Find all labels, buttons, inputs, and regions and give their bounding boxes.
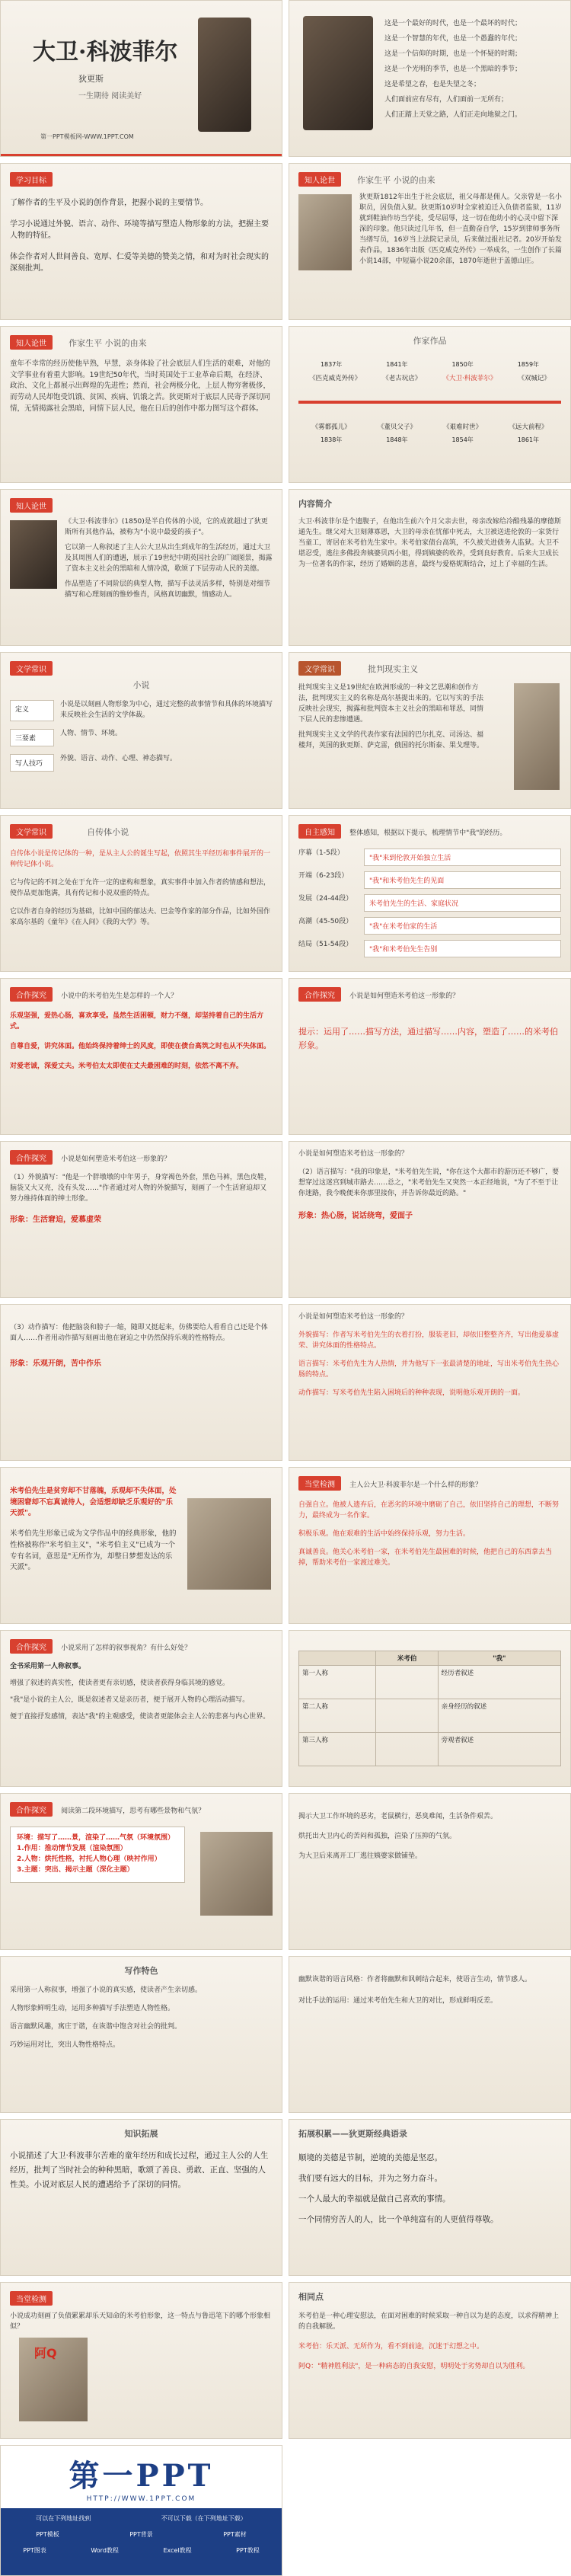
section-heading: 拓展积累——狄更斯经典语录	[298, 2129, 407, 2139]
environment-line: 1.作用：推动情节发展（渲染氛围）	[17, 1844, 127, 1852]
section-heading: 作家作品	[413, 336, 447, 346]
character-trait: 形象：乐观开朗，苦中作乐	[10, 1359, 101, 1368]
section-tag: 合作探究	[10, 1639, 53, 1654]
plot-event: "我"和米考伯先生的见面	[364, 871, 561, 889]
character-trait: 形象：热心肠，说话绕弯，爱面子	[298, 1211, 413, 1220]
quote-line: 这是一个信仰的时期，也是一个怀疑的时期；	[384, 50, 522, 58]
accent-bar	[1, 154, 282, 156]
answer-item: 对爱老诚，深爱丈夫。米考伯太太即使在丈夫最困难的时刻，依然不离不弃。	[10, 1062, 244, 1070]
section-tag: 自主感知	[298, 824, 341, 839]
plot-event: 米考伯先生的生活、家庭状况	[364, 894, 561, 912]
slide-shaping-hint[interactable]	[289, 978, 571, 1135]
table-cell: 旁观者叙述	[438, 1733, 560, 1766]
footer-text: 第一PPT模板网-WWW.1PPT.COM	[40, 133, 134, 140]
realism-text: 批判现实主义文学的代表作家有法国的巴尔扎克、司汤达、福楼拜，英国的狄更斯、萨克雷，俄国的托尔斯泰、果戈理等。	[298, 730, 484, 749]
environment-box	[10, 1827, 185, 1883]
answer-item: 米考伯：乐天派、无所作为，看不到前途，沉迷于幻想之中。	[298, 2342, 484, 2351]
section-tag: 合作探究	[10, 1150, 53, 1165]
term-value: 小说是以刻画人物形象为中心，通过完整的故事情节和具体的环境描写来反映社会生活的文学体裁。	[60, 701, 273, 719]
author-bio: 狄更斯1812年出生于社会底层，祖父母都是佣人。父亲曾是一名小职员，因负债入狱。狄更斯10岁时全家被迫迁入负债者监狱，11岁就到鞋油作坊当学徒，受尽屈辱，这一切在他幼小的心灵中留下深深的印象。他只读过几年书，但一直勤奋自学，15岁到律师事务所当缮写员，16岁当上法院记录员，后来做过报社记者。20岁开始发表作品，1836年出版《匹克威克外传》一举成名，一生创作了长篇小说14部，中短篇小说20余部，1870年逝世于盖德山庄。	[359, 193, 562, 265]
timeline-year: 1854年	[451, 436, 474, 443]
objective-item: 体会作者对人世间善良、宽厚、仁爱等美德的赞美之情，和对为时社会现实的深刻批判。	[10, 252, 269, 273]
feature-item: 幽默诙谐的语言风格：作者将幽默和讽刺结合起来，使语言生动，情节感人。	[298, 1976, 532, 1983]
quote-line: 我们要有远大的目标，并为之努力奋斗。	[298, 2174, 442, 2183]
work-title: 《大卫·科波菲尔》	[442, 375, 497, 382]
section-tag: 当堂检测	[298, 1476, 341, 1491]
section-heading: 内容简介	[298, 499, 332, 509]
answer-item: 真诚善良。他关心米考伯一家，在米考伯先生最困难的时候，他把自己的东西拿去当掉，帮助米考伯一家渡过难关。	[298, 1548, 553, 1567]
slide-ad[interactable]	[0, 2445, 282, 2576]
section-heading: 批判现实主义	[368, 664, 419, 674]
summary-text: 大卫·科波菲尔是个遗腹子，在他出生前六个月父亲去世，母亲改嫁给冷酷残暴的摩德斯通先生。继父对大卫刻薄寡恩，大卫的母亲在忧郁中死去，大卫被送进伦敦的一家货行当童工，寄居在米考伯先生家中。米考伯家债台高筑，不久被关进债务人监狱。大卫不堪忍受，逃往多佛投奔姨婆贝西小姐，得到姨婆的收养，受到良好教育。后来大卫成长为一位著名的作家，经历了婚姻的悲喜，最终与爱格妮斯结合，过上了幸福的生活。	[298, 518, 561, 568]
feature-item: 人物形象鲜明生动，运用多种描写手法塑造人物性格。	[10, 2004, 175, 2012]
answer-item: 为大卫后来离开工厂逃往姨婆家做铺垫。	[298, 1852, 423, 1860]
slide-novel-intro[interactable]	[0, 489, 282, 646]
slide-title[interactable]	[0, 0, 282, 157]
term-label: 三要素	[10, 729, 54, 746]
ad-link[interactable]: PPT教程	[236, 2547, 260, 2554]
question-text: 小说中的米考伯先生是怎样的一个人？	[61, 992, 178, 1000]
answer-item: 增强了叙述的真实性，使读者更有亲切感，使读者获得身临其境的感觉。	[10, 1679, 230, 1687]
slide-objectives[interactable]	[0, 163, 282, 320]
table-cell	[376, 1733, 438, 1766]
question-text: 阅读第二段环境描写，思考有哪些景物和气氛？	[61, 1807, 206, 1815]
work-title: 《老古玩店》	[382, 375, 422, 382]
section-tag: 学习目标	[10, 172, 53, 187]
intro-line: 它以第一人称叙述了主人公大卫从出生到成年的生活经历，通过大卫及其周围人们的遭遇，展示了19世纪中期英国社会的广阔图景，揭露了资本主义社会的黑暗和人情冷漠，歌颂了下层劳动人民的美德。	[65, 543, 273, 573]
section-heading: 相同点	[298, 2292, 324, 2302]
quote-line: 这是一个智慧的年代，也是一个愚蠢的年代；	[384, 34, 522, 43]
slide-works-timeline[interactable]	[289, 326, 571, 483]
timeline-bar	[298, 401, 561, 404]
slide-appearance[interactable]	[0, 1141, 282, 1298]
question-text: 小说是如何塑造米考伯这一形象的？	[298, 1313, 409, 1321]
term-label: 定义	[10, 700, 54, 721]
table-cell	[376, 1699, 438, 1733]
section-tag: 合作探究	[10, 987, 53, 1002]
table-header-cell	[299, 1651, 376, 1666]
illustration-image	[200, 1832, 273, 1916]
feature-item: 语言幽默风趣，寓庄于谐，在诙谐中饱含对社会的批判。	[10, 2022, 182, 2031]
analysis-text: （2）语言描写："我的印象是，"米考伯先生说，"你在这个大都市的游历还不够广，要想穿过这迷宫到城市路去……总之，"米考伯先生又突然一本正经地说，"为了不至于让你迷路，我今晚便来你那里接你，并告诉你最近的路。"	[298, 1168, 560, 1197]
table-row	[299, 1733, 561, 1766]
question-text: 小说是如何塑造米考伯这一形象的？	[298, 1150, 409, 1158]
section-tag: 合作探究	[10, 1802, 53, 1817]
ad-link[interactable]: PPT模板	[36, 2531, 59, 2538]
answer-item: 外貌描写：作者写米考伯先生的衣着打扮，服装老旧，却依旧整整齐齐，写出他爱慕虚荣、讲究体面的性格特点。	[298, 1331, 560, 1350]
page-title: 大卫·科波菲尔	[33, 39, 178, 66]
table-cell: 亲身经历的叙述	[438, 1699, 560, 1733]
question-text: 小说是如何塑造米考伯这一形象的？	[349, 992, 460, 1000]
answer-item: 动作描写：写米考伯先生陷入困境后的种种表现，说明他乐观开朗的一面。	[298, 1389, 525, 1397]
environment-line: 2.人物：烘托性格，衬托人物心理（映衬作用）	[17, 1855, 161, 1863]
character-trait: 形象：生活窘迫，爱慕虚荣	[10, 1215, 101, 1224]
slide-writing-features-2[interactable]	[289, 1956, 571, 2113]
table-cell: 第三人称	[299, 1733, 376, 1766]
answer-item: 米考伯是一种心理安慰法，在面对困难的时候采取一种自以为是的态度，以求得精神上的自我解脱。	[298, 2312, 560, 2331]
answer-item: 揭示大卫工作环境的恶劣，老鼠横行，恶臭难闻，生活条件艰苦。	[298, 1813, 498, 1820]
concept-item: 它与传记的不同之处在于允许一定的虚构和想象，真实事件中加入作者的情感和想法，使作品更加饱满，具有传记和小说双重的特点。	[10, 878, 271, 897]
plot-event: "我"和米考伯先生告别	[364, 940, 561, 957]
plot-stage: 开端（6-23段）	[298, 871, 349, 880]
analysis-text: （1）外貌描写："他是一个胖墩墩的中年男子，身穿褐色外套，黑色马裤，黑色皮鞋，脑袋又大又亮，没有头发……"作者通过对人物的外貌描写，刻画了一个生活窘迫却又努力维持体面的绅士形象。	[10, 1173, 271, 1203]
answer-item: "我"是小说的主人公，既是叙述者又是亲历者，便于展开人物的心理活动描写。	[10, 1695, 250, 1704]
realism-text: 批判现实主义是19世纪在欧洲形成的一种文艺思潮和创作方法，批判现实主义的名称是高尔基提出来的。它以写实的手法反映社会现实，揭露和批判资本主义社会的黑暗和罪恶，同情下层人民的悲惨遭遇。	[298, 684, 484, 724]
quote-line: 顺境的美德是节制，逆境的美德是坚忍。	[298, 2153, 442, 2162]
work-title: 《艰难时世》	[443, 423, 483, 431]
table-cell: 经历者叙述	[438, 1666, 560, 1699]
analysis-text: （3）动作描写：他把脑袋和膀子一缩，随即又挺起来，仿佛要给人看看自己还是个体面人……作者用动作描写刻画出他在窘迫之中仍然保持乐观的性格特点。	[10, 1324, 268, 1342]
table-header-cell: "我"	[438, 1651, 560, 1666]
table-cell: 第二人称	[299, 1699, 376, 1733]
illustration-image	[187, 1498, 271, 1590]
table-header-cell: 米考伯	[376, 1651, 438, 1666]
ad-link[interactable]: PPT素材	[223, 2531, 247, 2538]
objective-item: 了解作者的生平及小说的创作背景，把握小说的主要情节。	[10, 199, 208, 207]
feature-item: 采用第一人称叙事，增强了小说的真实感，使读者产生亲切感。	[10, 1986, 203, 1994]
ad-link[interactable]: Word教程	[91, 2547, 119, 2554]
subtitle: 一生期待 阅读美好	[78, 92, 142, 101]
timeline-year: 1837年	[320, 361, 343, 368]
conclusion-line: 米考伯先生是贫穷却不甘落魄，乐观却不失体面，处境困窘却不忘真诚待人，会适想却缺乏乐观好的"乐天派"。	[10, 1487, 177, 1518]
section-tag: 知人论世	[10, 498, 53, 513]
slide-micawber-character[interactable]	[0, 978, 282, 1135]
site-logo: 第一PPT	[69, 2458, 214, 2494]
slide-writing-features[interactable]	[0, 1956, 282, 2113]
slide-similarity[interactable]	[289, 2282, 571, 2439]
section-tag: 文学常识	[10, 661, 53, 676]
conclusion-line: 米考伯先生形象已成为文学作品中的经典形象，他的性格被称作"米考伯主义"，"米考伯主义"已成为一个专有名词，意思是"无所作为，却整日梦想发达的乐天派"。	[10, 1529, 177, 1572]
term-value: 人物、情节、环境。	[60, 729, 123, 737]
intro-line: 作品塑造了不同阶层的典型人物，描写手法灵活多样，特别是对细节描写和心理刻画的惟妙惟肖，风格真切幽默，情感动人。	[65, 580, 271, 599]
comparison-table	[298, 1651, 561, 1766]
slide-summary[interactable]	[289, 489, 571, 646]
slide-quotes[interactable]	[289, 2119, 571, 2276]
slide-extension[interactable]	[0, 2119, 282, 2276]
question-text: 整体感知，根据以下提示，梳理情节中"我"的经历。	[349, 829, 507, 837]
concept-item: 自传体小说是传记体的一种，是从主人公的诞生写起，依照其生平经历和事件展开的一种传记体小说。	[10, 850, 271, 868]
slide-author-life[interactable]	[289, 163, 571, 320]
environment-line: 3.主题：突出、揭示主题（深化主题）	[17, 1865, 134, 1874]
timeline-year: 1859年	[517, 361, 540, 368]
section-heading: 小说	[132, 680, 150, 690]
table-row	[299, 1666, 561, 1699]
section-heading: 知识拓展	[124, 2129, 158, 2139]
tower-image	[514, 683, 560, 790]
hint-text: 提示：运用了……描写方法，通过描写……内容，塑造了……的米考伯形象。	[298, 1026, 558, 1050]
slide-action[interactable]	[0, 1304, 282, 1461]
slide-novel-basics[interactable]	[0, 652, 282, 809]
author-portrait	[198, 18, 251, 132]
slide-shaping-summary[interactable]	[289, 1304, 571, 1461]
table-cell	[376, 1666, 438, 1699]
work-title: 《双城记》	[518, 375, 550, 382]
slide-autobiographical[interactable]	[0, 815, 282, 972]
quote-line: 这是一个最好的时代，也是一个最坏的时代；	[384, 20, 522, 27]
ad-footer	[1, 2508, 282, 2575]
plot-stage: 发展（24-44段）	[298, 894, 353, 903]
slide-plot-outline[interactable]	[289, 815, 571, 972]
term-value: 外貌、语言、动作、心理、神态描写。	[60, 754, 177, 762]
slide-language[interactable]	[289, 1141, 571, 1298]
slide-narrative-perspective[interactable]	[0, 1630, 282, 1787]
timeline-year: 1838年	[320, 436, 343, 443]
slide-micawberism[interactable]	[0, 1467, 282, 1624]
quote-line: 这是一个光明的季节，也是一个黑暗的季节；	[384, 65, 522, 73]
answer-item: 便于直接抒发感情，表达"我"的主观感受，使读者更能体会主人公的悲喜与内心世界。	[10, 1712, 270, 1721]
feature-item: 对比手法的运用：通过米考伯先生和大卫的对比，形成鲜明反差。	[298, 1996, 498, 2005]
concept-item: 它以作者自身的经历为基础，比如中国的郁达夫、巴金等作家的部分作品，比如外国作家高尔基的《童年》《在人间》《我的大学》等。	[10, 907, 271, 926]
section-tag: 合作探究	[298, 987, 341, 1002]
quote-line: 人们面前应有尽有，人们面前一无所有；	[384, 95, 509, 104]
term-label: 写人技巧	[10, 754, 54, 772]
plot-event: "我"来到伦敦开始独立生活	[364, 849, 561, 866]
work-title: 《远大前程》	[509, 423, 548, 431]
slide-ah-q[interactable]	[0, 2282, 282, 2439]
ad-link[interactable]: PPT图表	[23, 2547, 46, 2554]
author-name: 狄更斯	[78, 74, 104, 84]
answer-item: 语言描写：米考伯先生为人热情，并为他写下一张最清楚的地址，写出米考伯先生热心肠的特点。	[298, 1360, 560, 1379]
quote-line: 人们正踏上天堂之路，人们正走向地狱之门。	[384, 110, 522, 119]
section-heading: 写作特色	[124, 1966, 158, 1976]
slide-david-character[interactable]	[289, 1467, 571, 1624]
section-tag: 知人论世	[10, 335, 53, 350]
section-tag: 当堂检测	[10, 2291, 53, 2306]
section-heading: 作家生平 小说的由来	[69, 338, 147, 348]
plot-stage: 高潮（45-50段）	[298, 917, 353, 925]
answer-item: 阿Q："精神胜利法"，是一种病态的自我安慰，明明处于劣势却自以为胜利。	[298, 2362, 530, 2370]
slide-critical-realism[interactable]	[289, 652, 571, 809]
environment-line: 环境：描写了……景，渲染了……气氛（环境氛围）	[17, 1833, 175, 1842]
timeline-year: 1848年	[386, 436, 408, 443]
table-row	[299, 1699, 561, 1733]
answer-item: 积极乐观。他在艰难的生活中始终保持乐观，努力生活。	[298, 1529, 471, 1538]
quote-line: 一个同情穷苦人的人，比一个单纯富有的人更值得尊敬。	[298, 2215, 499, 2224]
quote-line: 一个人最大的幸福就是做自己喜欢的事情。	[298, 2194, 451, 2204]
section-tag: 知人论世	[298, 172, 341, 187]
ad-link[interactable]: 可以在下列地址找到	[36, 2515, 91, 2522]
answer-item: 自强自立。他被人遗弃后，在恶劣的环境中磨砺了自己，依旧坚持自己的理想，不断努力，最终成为一名作家。	[298, 1501, 560, 1520]
answer-text: 阿Q	[34, 2346, 57, 2360]
slide-environment[interactable]	[0, 1793, 282, 1950]
plot-event: "我"在米考伯家的生活	[364, 917, 561, 935]
slide-perspective-table[interactable]	[289, 1630, 571, 1787]
plot-stage: 结局（51-54段）	[298, 940, 353, 948]
slide-background[interactable]	[0, 326, 282, 483]
quote-line: 这是希望之春，也是失望之冬；	[384, 80, 481, 88]
section-heading: 作家生平 小说的由来	[357, 175, 435, 185]
author-photo	[298, 194, 352, 270]
ad-link[interactable]: Excel教程	[163, 2547, 192, 2554]
question-text: 小说是如何塑造米考伯这一形象的？	[61, 1155, 171, 1163]
section-tag: 文学常识	[298, 661, 341, 676]
plot-stage: 序幕（1-5段）	[298, 849, 344, 857]
section-tag: 文学常识	[10, 824, 53, 839]
slide-environment-effect[interactable]	[289, 1793, 571, 1950]
lead-text: 全书采用第一人称叙事。	[10, 1662, 86, 1670]
timeline-year: 1861年	[517, 436, 540, 443]
section-heading: 自传体小说	[87, 827, 129, 837]
table-cell: 第一人称	[299, 1666, 376, 1699]
book-cover	[10, 520, 57, 589]
timeline-year: 1841年	[386, 361, 408, 368]
ad-link[interactable]: PPT背景	[129, 2531, 153, 2538]
answer-item: 乐观坚强，爱热心肠，喜欢享受。虽然生活困顿，财力不继，却坚持着自己的生活方式。	[10, 1012, 264, 1031]
answer-item: 自尊自爱，讲究体面。他始终保持着绅士的风度，即使在债台高筑之时也从不失体面。	[10, 1042, 271, 1050]
question-text: 小说采用了怎样的叙事视角？有什么好处？	[61, 1644, 192, 1652]
ad-link[interactable]: 不可以下载（在下列地址下载）	[161, 2515, 247, 2522]
work-title: 《匹克威克外传》	[309, 375, 362, 382]
question-text: 小说成功刻画了负债累累却乐天知命的米考伯形象，这一特点与鲁迅笔下的哪个形象相似？	[10, 2312, 271, 2331]
work-title: 《雾都孤儿》	[311, 423, 351, 431]
objective-item: 学习小说通过外貌、语言、动作、环境等描写塑造人物形象的方法，把握主要人物的特征。	[10, 219, 269, 240]
author-portrait	[303, 16, 373, 130]
site-url: HTTP://WWW.1PPT.COM	[86, 2495, 196, 2503]
extension-text: 小说描述了大卫·科波菲尔苦难的童年经历和成长过程，通过主人公的人生经历，批判了当时社会的种种黑暗，歌颂了善良、勇敢、正直、坚强的人性美。小说对底层人民的遭遇给予了深切的同情。	[10, 2151, 269, 2189]
work-title: 《董贝父子》	[377, 423, 416, 431]
answer-item: 烘托出大卫内心的苦闷和孤独，渲染了压抑的气氛。	[298, 1832, 457, 1840]
intro-line: 《大卫·科波菲尔》(1850)是半自传体的小说，它的成就超过了狄更斯所有其他作品，被称为"小说中最爱的孩子"。	[65, 518, 268, 536]
feature-item: 巧妙运用对比，突出人物性格特点。	[10, 2041, 120, 2049]
question-text: 主人公大卫·科波菲尔是一个什么样的形象？	[349, 1481, 482, 1489]
timeline-year: 1850年	[451, 361, 474, 368]
background-text: 童年不幸常的经历使他早熟，早慧，亲身体验了社会底层人们生活的艰难，对他的文学事业有着重大影响。19世纪50年代，当时英国处于工业革命后期，在经济、政治、文化上都展示出辉煌的先进性；然而，社会两极分化，上层人物穷奢极侈，而劳动人民却饱受饥饿、贫困、疾病、饥饿之苦。狄更斯对于底层人民寄予深切同情，无情揭露社会黑暗，同情下层人民，他在日后的创作中都力图写这个群体。	[10, 360, 271, 413]
slide-quote[interactable]	[289, 0, 571, 157]
